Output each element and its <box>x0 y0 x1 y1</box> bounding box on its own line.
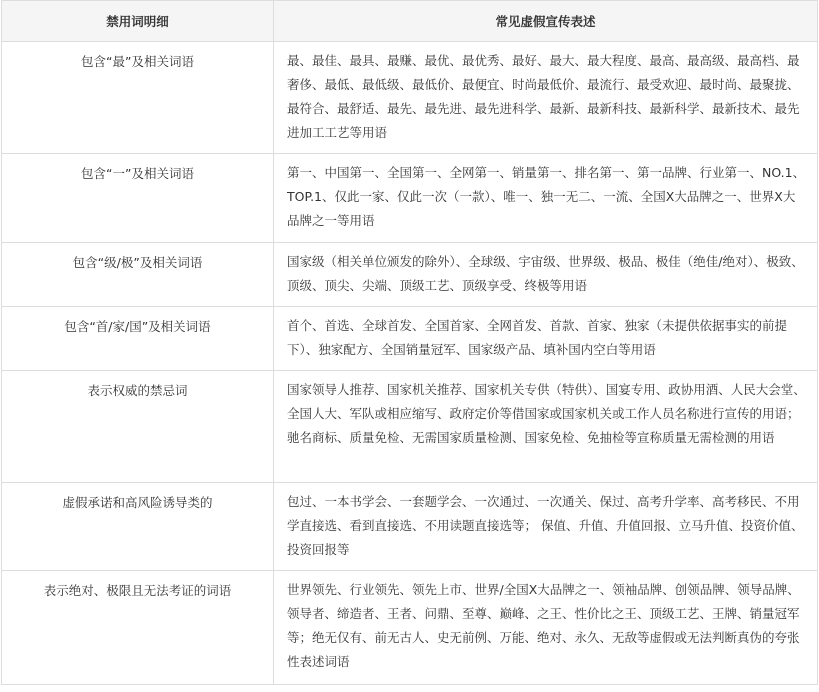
row-description: 包过、一本书学会、一套题学会、一次通过、一次通关、保过、高考升学率、高考移民、不用学直接选、看到直接选、不用读题直接选等； 保值、升值、升值回报、立马升值、投资价值、投资回报等 <box>274 483 818 571</box>
row-category: 表示权威的禁忌词 <box>2 371 274 483</box>
table-row <box>2 307 818 371</box>
row-category: 包含“一”及相关词语 <box>2 154 274 243</box>
table-row <box>2 42 818 154</box>
row-description: 首个、首选、全球首发、全国首家、全网首发、首款、首家、独家（未提供依据事实的前提下）、独家配方、全国销量冠军、国家级产品、填补国内空白等用语 <box>274 307 818 371</box>
table-row <box>2 571 818 685</box>
row-description: 世界领先、行业领先、领先上市、世界/全国X大品牌之一、领袖品牌、创领品牌、领导品牌、领导者、缔造者、王者、问鼎、至尊、巅峰、之王、性价比之王、顶级工艺、王牌、销量冠军等；绝无仅有、前无古人、史无前例、万能、绝对、永久、无敌等虚假或无法判断真伪的夸张性表述词语 <box>274 571 818 685</box>
row-description: 第一、中国第一、全国第一、全网第一、销量第一、排名第一、第一品牌、行业第一、NO.1、TOP.1、仅此一家、仅此一次（一款）、唯一、独一无二、一流、全国X大品牌之一、世界X大品牌之一等用语 <box>274 154 818 243</box>
table-row <box>2 483 818 571</box>
row-category: 虚假承诺和高风险诱导类的 <box>2 483 274 571</box>
row-category: 包含“最”及相关词语 <box>2 42 274 154</box>
table-row <box>2 371 818 483</box>
row-category: 表示绝对、极限且无法考证的词语 <box>2 571 274 685</box>
row-category: 包含“首/家/国”及相关词语 <box>2 307 274 371</box>
table-row <box>2 154 818 243</box>
header-description: 常见虚假宣传表述 <box>274 1 818 42</box>
header-category: 禁用词明细 <box>2 1 274 42</box>
row-description: 国家领导人推荐、国家机关推荐、国家机关专供（特供）、国宴专用、政协用酒、人民大会堂、全国人大、军队或相应缩写、政府定价等借国家或国家机关或工作人员名称进行宣传的用语；驰名商标、质量免检、无需国家质量检测、国家免检、免抽检等宣称质量无需检测的用语 <box>274 371 818 483</box>
row-description: 国家级（相关单位颁发的除外）、全球级、宇宙级、世界级、极品、极佳（绝佳/绝对）、极致、顶级、顶尖、尖端、顶级工艺、顶级享受、终极等用语 <box>274 243 818 307</box>
table-header-row <box>2 1 818 42</box>
row-category: 包含“级/极”及相关词语 <box>2 243 274 307</box>
banned-words-table <box>1 0 818 685</box>
table-row <box>2 243 818 307</box>
row-description: 最、最佳、最具、最赚、最优、最优秀、最好、最大、最大程度、最高、最高级、最高档、最奢侈、最低、最低级、最低价、最便宜、时尚最低价、最流行、最受欢迎、最时尚、最聚拢、最符合、最舒适、最先、最先进、最先进科学、最新、最新科技、最新科学、最新技术、最先进加工工艺等用语 <box>274 42 818 154</box>
